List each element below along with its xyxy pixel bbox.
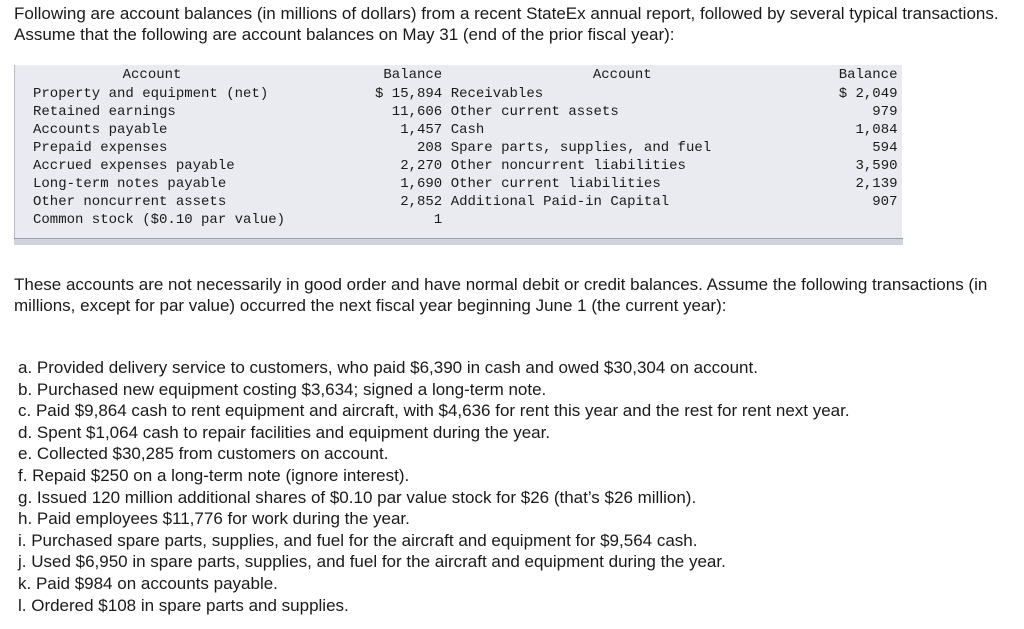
- account-name: Other noncurrent assets: [33, 194, 227, 210]
- list-item: j. Used $6,950 in spare parts, supplies, and fuel for the aircraft and equipment during the year.: [18, 552, 726, 572]
- list-item: e. Collected $30,285 from customers on account.: [18, 444, 389, 464]
- account-name: Cash: [450, 122, 485, 138]
- account-balances-table: [14, 65, 902, 243]
- header-balance-2: Balance: [838, 67, 898, 83]
- header-account-2: Account: [592, 67, 652, 83]
- account-name: [447, 211, 798, 229]
- list-item: b. Purchased new equipment costing $3,634; signed a long-term note.: [18, 379, 547, 399]
- list-item: d. Spent $1,064 cash to repair facilities and equipment during the year.: [18, 422, 551, 442]
- account-balance: 594: [872, 140, 898, 156]
- header-account-1: Account: [122, 67, 182, 83]
- account-balance: 1: [433, 212, 443, 228]
- account-name: Other noncurrent liabilities: [450, 158, 686, 174]
- account-name: Additional Paid-in Capital: [450, 194, 670, 210]
- account-balance: 2,852: [400, 194, 443, 210]
- account-balance: 1,690: [400, 176, 443, 192]
- list-item: c. Paid $9,864 cash to rent equipment and aircraft, with $4,636 for rent this year and the rest for rent next year.: [18, 401, 850, 421]
- account-name: Retained earnings: [33, 104, 176, 120]
- table-row: [15, 193, 902, 211]
- table-header-row: [15, 65, 902, 85]
- list-item: h. Paid employees $11,776 for work during the year.: [18, 509, 410, 529]
- account-name: Prepaid expenses: [33, 140, 168, 156]
- table-row: [15, 211, 902, 229]
- account-balance: 11,606: [391, 104, 443, 120]
- table-row: [15, 85, 902, 103]
- list-item: f. Repaid $250 on a long-term note (ignore interest).: [18, 465, 410, 485]
- account-name: Common stock ($0.10 par value): [33, 212, 286, 228]
- table-bottom-border: [14, 238, 903, 245]
- account-balance: 907: [872, 194, 898, 210]
- list-item: g. Issued 120 million additional shares of $0.10 par value stock for $26 (that’s $26 million).: [18, 487, 697, 507]
- list-item: i. Purchased spare parts, supplies, and fuel for the aircraft and equipment for $9,564 cash.: [18, 530, 698, 550]
- account-name: Other current assets: [450, 104, 619, 120]
- account-balance: 2,139: [855, 176, 898, 192]
- account-balance: 208: [416, 140, 443, 156]
- account-balance: 3,590: [855, 158, 898, 174]
- table-row: [15, 121, 902, 139]
- table-row: [15, 157, 902, 175]
- account-balance: $ 2,049: [838, 86, 898, 102]
- table-row: [15, 175, 902, 193]
- account-name: Other current liabilities: [450, 176, 661, 192]
- account-balance: 2,270: [400, 158, 443, 174]
- transactions-list: [18, 357, 850, 616]
- account-name: Accounts payable: [33, 122, 168, 138]
- account-name: Property and equipment (net): [33, 86, 269, 102]
- account-name: Receivables: [450, 86, 544, 102]
- list-item: a. Provided delivery service to customers, who paid $6,390 in cash and owed $30,304 on account.: [18, 358, 758, 377]
- table-row: [15, 139, 902, 157]
- list-item: k. Paid $984 on accounts payable.: [18, 573, 278, 593]
- note-paragraph: These accounts are not necessarily in good order and have normal debit or credit balances. Assume the following transactions (in millions, except for par value) occurred the next fiscal year beginning June 1 (the current year):: [14, 275, 988, 315]
- intro-paragraph: Following are account balances (in millions of dollars) from a recent StateEx annual report, followed by several typical transactions. Assume that the following are account balances on May 31 (end of the prior fiscal year):: [14, 4, 999, 44]
- list-item: l. Ordered $108 in spare parts and supplies.: [18, 595, 349, 615]
- account-name: Long-term notes payable: [33, 176, 227, 192]
- account-balance: $ 15,894: [374, 86, 443, 102]
- account-balance: [798, 211, 902, 229]
- account-name: Accrued expenses payable: [33, 158, 235, 174]
- table-row: [15, 103, 902, 121]
- account-name: Spare parts, supplies, and fuel: [450, 140, 712, 156]
- account-balance: 1,084: [855, 122, 898, 138]
- account-balance: 979: [872, 104, 898, 120]
- account-balance: 1,457: [400, 122, 443, 138]
- header-balance-1: Balance: [383, 67, 443, 83]
